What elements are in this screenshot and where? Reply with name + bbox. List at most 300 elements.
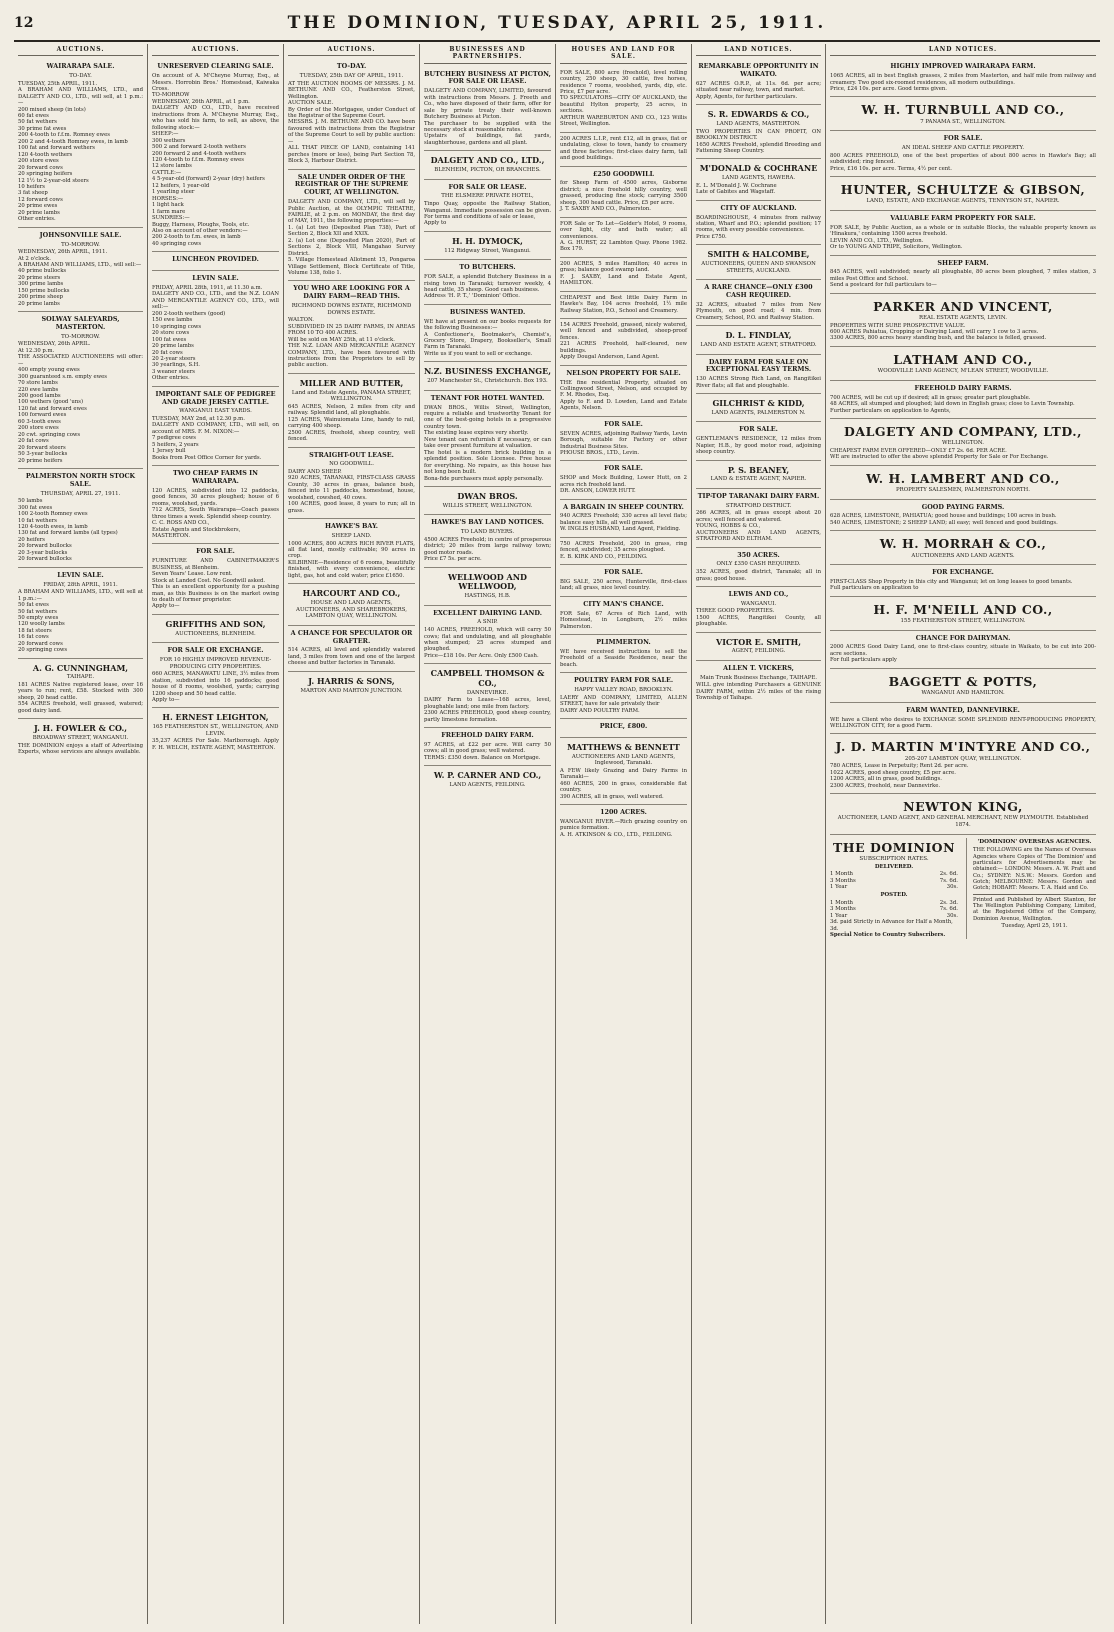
advertisement	[830, 419, 1096, 466]
ad-text-line: 120 woolly lambs	[18, 621, 65, 628]
ad-text-line: Apply Dougal Anderson, Land Agent.	[560, 354, 660, 361]
ad-text-line: 20 2-year steers	[152, 355, 196, 362]
rate-price: 30s.	[946, 912, 958, 919]
ad-text-line: A FEW likely Grazing and Dairy Farms in Taranaki—	[560, 767, 687, 781]
ad-subheading: MARTON AND MARTON JUNCTION.	[300, 687, 403, 694]
advertisement	[830, 500, 1096, 532]
ad-text-line: 150 prime bullocks	[18, 287, 70, 294]
ad-text-line: 1022 ACRES, good sheep country, £5 per acre.	[830, 769, 956, 776]
ad-text-line: TWO PROPERTIES IN CAN PROFIT, ON BROOKLYN DISTRICT.	[696, 128, 821, 142]
ad-text-line: 20 prime lambs	[18, 209, 60, 216]
advertisement	[288, 448, 415, 520]
ad-text-line: 20 springing heifers	[18, 171, 73, 178]
ad-text-line: 10 fat wethers	[18, 517, 57, 524]
ad-subheading: 165 FEATHERSTON ST., WELLINGTON, AND LEVIN.	[152, 724, 279, 737]
ad-text-line: 20 forward bullocks	[18, 543, 72, 550]
ad-text-line: 554 ACRES freehold, well grassed, watered; good dairy land.	[18, 701, 143, 714]
ad-text-line: 154 ACRES Freehold, grassed, nicely watered, well fenced and subdivided, sheep-proof fences.	[560, 322, 687, 341]
ad-text-line: 12 heifers, 1 year-old	[152, 182, 210, 189]
advertisement	[830, 794, 1096, 834]
ad-text-line: Other entries.	[18, 216, 56, 223]
ad-heading: TO BUTCHERS.	[459, 263, 516, 272]
ad-text-line: 300 fat ewes	[18, 504, 53, 511]
ad-text-line: Full particulars on application to	[830, 585, 919, 592]
advertisement	[152, 708, 279, 755]
ad-text-line: TUESDAY, 25th APRIL, 1911.	[18, 80, 98, 87]
ad-text-line: THREE GOOD PROPERTIES.	[696, 608, 775, 615]
ad-heading: YOU WHO ARE LOOKING FOR A DAIRY FARM—READ THIS.	[293, 284, 410, 301]
advertisement	[696, 59, 821, 105]
ad-text-line: E. L. M'Donald J. W. Cochrane	[696, 182, 777, 189]
ad-text-line: 540 ACRES, LIMESTONE; 2 SHEEP LAND; all easy; well fenced and good buildings.	[830, 519, 1058, 526]
ad-subheading: LAND, ESTATE, AND EXCHANGE AGENTS, TENNYSON ST., NAPIER.	[866, 198, 1060, 205]
advertisement	[560, 500, 687, 538]
advertiser-name: PARKER AND VINCENT,	[873, 298, 1053, 314]
advertisement	[424, 180, 551, 232]
ad-text-line: MASTERTON.	[152, 532, 191, 539]
ad-text-line: 200 store ewes	[18, 158, 59, 165]
ad-heading: A RARE CHANCE—ONLY £300 CASH REQUIRED.	[704, 283, 813, 300]
advertisement	[560, 635, 687, 673]
ad-text-line: THE fine residential Property, situated on Collingwood Street, Nelson, and occupied by F. M. Rhodes, Esq.	[560, 379, 687, 399]
ad-heading: FOR SALE OR EXCHANGE.	[167, 646, 264, 655]
ad-text-line: DAIRY AND POULTRY FARM.	[560, 707, 640, 714]
ad-text-line: 266 ACRES, all in grass except about 20 acres; well fenced and watered.	[696, 510, 821, 523]
advertisement	[152, 271, 279, 387]
advertiser-name: N.Z. BUSINESS EXCHANGE,	[424, 366, 552, 377]
ad-text-line: AT THE AUCTION ROOMS OF MESSRS. J. M. BETHUNE AND CO., Featherston Street, Wellington.	[288, 80, 415, 100]
ad-text-line: 140 ACRES, FREEHOLD, which will carry 50 cows; flat and undulating, and all ploughable when stumped; 25 acres stumped and ploughed.	[424, 627, 551, 653]
advertisement	[696, 245, 821, 280]
ad-text-line: 40 prime bullocks	[18, 268, 67, 275]
ad-text-line: 120 4-tooth ewes, in lamb	[18, 524, 88, 531]
rate-period: 3 Months	[830, 877, 856, 884]
ad-text-line: 4 5-year-old (forward) 2-year (dry) heifers	[152, 176, 265, 183]
advertisement	[696, 548, 821, 587]
ad-text-line: Price—£18 10s. Per Acre. Only £500 Cash.	[424, 652, 539, 659]
ad-text-line: A BRAHAM AND WILLIAMS, LTD., will sell at 1 p.m.:—	[18, 589, 143, 602]
advertisement	[152, 544, 279, 614]
ad-text-line: 460 ACRES, 200 in grass, considerable flat country.	[560, 780, 687, 794]
advertiser-name: W. H. TURNBULL AND CO.,	[861, 102, 1065, 118]
ad-text-line: DALGETY AND COMPANY, LTD., will sell by Public Auction, at the OLYMPIC THEATRE, FAIRLIE, at 2 p.m. on MONDAY, the first day of MAY, 1911, the following properties:—	[288, 199, 415, 225]
advertisement	[560, 738, 687, 805]
advertiser-name: GRIFFITHS AND SON,	[165, 618, 266, 629]
ad-subheading: SHEEP LAND.	[331, 532, 372, 539]
advertisement	[18, 659, 143, 720]
ad-text-line: BOARDINGHOUSE, 4 minutes from railway station, Wharf and P.O.; splendid position; 17 rooms, with every possible convenience.	[696, 214, 821, 234]
ad-heading: FOR SALE.	[943, 134, 983, 143]
ad-subheading: WANGANUI AND HAMILTON.	[921, 690, 1005, 697]
ad-text-line: At 12.30 p.m.	[18, 347, 55, 354]
column-1	[14, 44, 148, 1624]
ad-text-line: FOR Sale or To Let—Golder's Hotel, 9 rooms, over light, city and bath water; all conveniences.	[560, 220, 687, 240]
advertisement	[560, 133, 687, 167]
imprint-date: Tuesday, April 25, 1911.	[1001, 923, 1068, 930]
rates-footnote: 3d. paid Strictly in Advance for Half a Month, 3d.	[830, 919, 953, 932]
ad-text-line: FIRST-CLASS Shop Property in this city and Wanganui; let on long leases to good tenants.	[830, 578, 1073, 585]
ad-text-line: FURNITURE AND CABINETMAKER'S BUSINESS, at Blenheim.	[152, 558, 279, 571]
ad-heading: UNRESERVED CLEARING SALE.	[157, 62, 274, 71]
ad-subheading: DANNEVIRKE.	[466, 689, 509, 696]
rate-row	[830, 913, 958, 920]
ad-text-line: SHOP and Mock Building, Lower Hutt, on 2 acres rich freehold land.	[560, 475, 687, 488]
ad-text-line: 100 fat and forward wethers	[18, 145, 95, 152]
ad-text-line: 300 prime lambs	[18, 281, 64, 288]
ad-text-line: CHEAPEST FARM EVER OFFERED—ONLY £7 2s. 6d. PER ACRE.	[830, 447, 1007, 454]
advertisement	[424, 728, 551, 766]
ad-text-line: 130 fat and forward lambs (all types)	[18, 530, 118, 537]
advertisement	[288, 374, 415, 448]
ad-heading: CHANCE FOR DAIRYMAN.	[915, 633, 1011, 642]
ad-text-line: 920 ACRES, TARANAKI, FIRST-CLASS GRASS County, 30 acres in grass, balance bush, fenced into 11 paddocks, homestead, house, woolshed, cowshed, 40 cows.	[288, 475, 415, 501]
ad-subheading: HOUSE AND LAND AGENTS, AUCTIONEERS, AND SHAREBROKERS, LAMBTON QUAY, WELLINGTON.	[296, 600, 407, 620]
advertisement	[696, 633, 821, 661]
column-header: HOUSES AND LAND FOR SALE.	[560, 44, 687, 64]
ad-text-line: A BRAHAM AND WILLIAMS, LTD., and DALGETY AND CO., LTD., will sell, at 1 p.m.:—	[18, 87, 143, 107]
ad-text-line: YOUNG, HOBBS & CO.,	[696, 523, 761, 530]
column-5	[556, 44, 692, 1624]
ad-text-line: 20 springing cows	[18, 647, 68, 654]
advertisement	[830, 597, 1096, 631]
advertisement	[424, 606, 551, 665]
rate-period: 1 Year	[830, 884, 848, 891]
ad-text-line: 50 3-year bullocks	[18, 451, 68, 458]
advertiser-name: WELLWOOD AND WELLWOOD,	[448, 571, 527, 592]
ad-text-line: 514 ACRES, all level and splendidly watered land, 3 miles from town and one of the largest cheese and butter factories in Taranaki.	[288, 647, 415, 667]
ad-text-line: WEDNESDAY, 26th APRIL, 1911.	[18, 249, 108, 256]
ad-text-line: CHEAPEST and Best little Dairy Farm in Hawke's Bay, 104 acres freehold, 1½ mile Railway Station, P.O., School and Creamery.	[560, 294, 687, 314]
ad-text-line: 940 ACRES Freehold; 330 acres all level flats; balance easy hills, all well grassed.	[560, 513, 687, 526]
advertisement	[696, 201, 821, 246]
ad-text-line: 100 forward ewes	[18, 412, 67, 419]
ad-subheading: RICHMOND DOWNS ESTATE, RICHMOND DOWNS ESTATE.	[291, 303, 412, 316]
ad-text-line: CATTLE:—	[152, 169, 182, 176]
advertisement	[560, 366, 687, 417]
ad-heading: LEVIN SALE.	[192, 274, 239, 283]
advertisement	[424, 362, 551, 390]
advertiser-name: S. R. EDWARDS & CO.,	[707, 109, 810, 120]
ad-text-line: 18 fat steers	[18, 627, 52, 634]
advertiser-name: D. L. FINDLAY,	[725, 330, 792, 341]
ad-heading: LEVIN SALE.	[57, 570, 104, 579]
advertisement	[424, 391, 551, 487]
ad-subheading: WANGANUI.	[740, 600, 777, 607]
ad-subheading: 155 FEATHERSTON STREET, WELLINGTON.	[900, 618, 1026, 625]
ad-text-line: 390 ACRES, all in grass, well watered.	[560, 793, 664, 800]
ad-subheading: TAIHAPE.	[66, 674, 95, 681]
ad-subheading: 112 Ridgway Street, Wanganui.	[444, 247, 531, 254]
ad-text-line: 35,237 ACRES For Sale. Marlborough. Apply F. H. WELCH, ESTATE AGENT, MASTERTON.	[152, 738, 279, 751]
ad-text-line: SEVEN ACRES, adjoining Railway Yards, Levin Borough, suitable for Factory or other Industrial Business Sites.	[560, 430, 687, 450]
ad-text-line: 5 heifers, 2 years	[152, 441, 199, 448]
ad-text-line: 700 ACRES, will be cut up if desired; all in grass; greater part ploughable.	[830, 394, 1031, 401]
ad-text-line: Other entries.	[152, 375, 190, 382]
ad-heading: POULTRY FARM FOR SALE.	[573, 676, 674, 685]
ad-text-line: SUBDIVIDED IN 25 DAIRY FARMS, IN AREAS FROM 10 TO 400 ACRES.	[288, 323, 415, 337]
advertisement	[830, 177, 1096, 211]
ad-text-line: AUCTION SALE.	[288, 100, 334, 107]
rate-row	[830, 906, 958, 913]
ad-text-line: 712 ACRES, South Wairarapa—Coach passes three times a week. Splendid sheep country.	[152, 507, 279, 520]
rate-price: 2s. 3d.	[939, 899, 958, 906]
ad-text-line: Will be sold on MAY 25th, at 11 o'clock.	[288, 336, 395, 343]
ad-heading: £250 GOODWILL	[592, 169, 655, 178]
ad-text-line: FOR SALE, by Public Auction, as a whole or in suitable Blocks, the valuable property known as 'Hinakura,' containing 1500 acres freehold.	[830, 224, 1096, 238]
advertisement	[18, 312, 143, 469]
ad-text-line: 1500 ACRES, Rangitikei County, all ploughable.	[696, 614, 821, 628]
ad-text-line: 20 heifers	[18, 536, 46, 543]
ad-text-line: 660 ACRES, MANAWATU LINE, 3½ miles from station, subdivided into 16 paddocks; good house of 8 rooms, woolshed, yards; carrying 1200 sheep and 50 head cattle.	[152, 671, 279, 697]
advertiser-name: HARCOURT AND CO.,	[302, 588, 401, 599]
ad-text-line: The existing lease expires very shortly.	[424, 430, 529, 437]
ad-text-line: 780 ACRES, Lease in Perpetuity; Rent 2d. per acre.	[830, 763, 969, 770]
column-header: LAND NOTICES.	[830, 44, 1096, 56]
ad-text-line: PHOUSE BROS., LTD., Levin.	[560, 450, 640, 456]
ad-subheading: TO-MORROW.	[61, 241, 100, 248]
advertiser-name: BAGGETT & POTTS,	[888, 673, 1038, 689]
advertisement	[560, 673, 687, 719]
ad-text-line: 2. (a) Lot one (Deposited Plan 2020), Part of Sections 2, Block VIII, Mangahao Survey District.	[288, 237, 415, 257]
ad-text-line: Estate Agents and Stockbrokers,	[152, 526, 241, 533]
ad-heading: LEWIS AND CO.,	[728, 589, 789, 598]
advertisement	[560, 719, 687, 738]
ad-text-line: 100 ACRES, good lease, 8 years to run; all in grass.	[288, 501, 415, 514]
rate-period: 3 Months	[830, 906, 856, 913]
advertisement	[152, 643, 279, 708]
ad-text-line: New tenant can refurnish if necessary, or can take over present furniture at valuation.	[424, 436, 551, 450]
rate-row	[830, 871, 958, 878]
ad-text-line: 2000 ACRES Good Dairy Land, one to first-class country, situate in Waikato, to be cut into 200-acre sections.	[830, 644, 1096, 657]
ad-text-line: 1000 ACRES, 800 ACRES RICH RIVER FLATS, all flat land, mostly cultivable; 90 acres in crop.	[288, 540, 415, 560]
ad-text-line: WE have at present on our books requests for the following Businesses:—	[424, 318, 551, 332]
column-header: AUCTIONS.	[18, 44, 143, 56]
ad-subheading: BLENHEIM, PICTON, OR BRANCHES.	[434, 167, 541, 174]
ad-text-line: C. C. ROSS AND CO.,	[152, 520, 210, 527]
ad-text-line: Buggy, Harness, Ploughs, Tools, etc.	[152, 221, 250, 228]
agencies-text: THE FOLLOWING are the Names of Overseas Agencies where Copies of 'The Dominion' and particulars for Advertisements may be obtained:— LONDON: Messrs. A. W. Pratt and Co.; SYDNEY: N.S.W.: Messrs. Gordon and Gotch; MELBOURNE: Messrs. Gordon and Gotch; HOBART: Messrs. T. A. Haid and Co.	[973, 847, 1096, 892]
ad-heading: WAIRARAPA SALE.	[46, 62, 115, 71]
ad-text-line: FOR SALE, 800 acre (freehold), level rolling country, 250 sheep, 30 cattle, five horses, residence 7 rooms, woolshed, yards, dip, etc. Price, £7 per acre.	[560, 69, 687, 95]
ad-text-line: 32 ACRES, situated 7 miles from New Plymouth, on good road; 4 min. from Creamery, School, P.O. and Railway Station.	[696, 301, 821, 321]
page-title: THE DOMINION, TUESDAY, APRIL 25, 1911.	[287, 13, 827, 33]
advertisement	[288, 584, 415, 626]
ad-text-line: 100 fat ewes	[152, 336, 187, 343]
ad-text-line: This is an excellent opportunity for a pushing man, as this Business is on the market owing to death of former proprietor.	[152, 584, 279, 603]
ad-text-line: 500 2 and forward 2-tooth wethers	[152, 144, 246, 151]
ad-text-line: Or to YOUNG AND TRIPE, Solicitors, Wellington.	[830, 244, 963, 251]
advertisement	[830, 565, 1096, 597]
ad-text-line: 400 empty young ewes	[18, 367, 80, 374]
ad-text-line: 20 store cows	[152, 330, 190, 337]
ad-subheading: REAL ESTATE AGENTS, LEVIN.	[919, 314, 1007, 321]
ad-heading: A CHANCE FOR SPECULATOR OR GRAFTER.	[290, 628, 413, 645]
rate-row	[830, 884, 958, 891]
advertisement	[830, 631, 1096, 669]
ad-text-line: Upstairs of buildings, fat yards, slaughterhouse, gardens and all plant.	[424, 133, 551, 146]
ad-subheading: AUCTIONEERS, QUEEN AND SWANSON STREETS, AUCKLAND.	[701, 261, 816, 274]
advertisement	[424, 515, 551, 567]
ad-text-line: GENTLEMAN'S RESIDENCE, 12 miles from Napier, H.B., by good motor road, adjoining sheep country.	[696, 436, 821, 456]
advertisement	[560, 67, 687, 133]
ad-text-line: 100 wethers (good 'uns)	[18, 399, 84, 406]
ad-text-line: 750 ACRES Freehold, 200 in grass, ring fenced, subdivided; 35 acres ploughed.	[560, 540, 687, 554]
advertiser-name: W. H. LAMBERT AND CO.,	[866, 470, 1060, 486]
advertiser-name: MILLER AND BUTTER,	[299, 377, 404, 388]
ad-text-line: for Sheep Farm of 4500 acres, Gisborne district; a nice freehold hilly country, well grassed, producing fine stock; carrying 3500 sheep, 300 head cattle. Price, £5 per acre.	[560, 180, 687, 206]
ad-text-line: 1 Jersey bull	[152, 448, 186, 455]
advertiser-name: VICTOR E. SMITH,	[715, 636, 801, 647]
ad-text-line: BIG SALE, 250 acres, Hunterville, first-class land; all grass, nice level country.	[560, 578, 687, 592]
ad-text-line: 4500 ACRES Freehold; in centre of prosperous district; 20 miles from large railway town; good motor roads.	[424, 536, 551, 556]
advertisement	[424, 260, 551, 305]
column-container	[14, 44, 1100, 1624]
ad-text-line: Apply to	[424, 220, 447, 227]
ad-text-line: 60 fat ewes	[18, 112, 49, 119]
advertisement	[830, 347, 1096, 381]
ad-text-line: A. G. HURST, 22 Lambton Quay. Phone 1982. Box 179.	[560, 239, 687, 253]
ad-text-line: 70 store lambs	[18, 380, 58, 387]
ad-text-line: WILL give intending Purchasers a GENUINE DAIRY FARM, within 2½ miles of the rising Township of Taihape.	[696, 682, 821, 702]
advertisement	[830, 531, 1096, 565]
ad-heading: VALUABLE FARM PROPERTY FOR SALE.	[890, 213, 1036, 222]
advertisement	[830, 131, 1096, 177]
ad-heading: SHEEP FARM.	[937, 258, 989, 267]
ad-text-line: 200 good lambs	[18, 393, 61, 400]
ad-subheading: LAND AGENTS, MASTERTON.	[716, 121, 801, 128]
ad-text-line: Further particulars on application to Agents,	[830, 407, 951, 414]
ad-text-line: 1 yearling steer	[152, 189, 195, 196]
ad-text-line: ALL THAT PIECE OF LAND, containing 141 perches (more or less), being Part Section 78, Block 3, Harbour District.	[288, 145, 415, 165]
advertiser-name: HUNTER, SCHULTZE & GIBSON,	[840, 182, 1086, 198]
advertisement	[424, 766, 551, 793]
ad-text-line: WALTON.	[288, 317, 314, 324]
ad-subheading: ONLY £350 CASH REQUIRED.	[716, 561, 801, 568]
ad-text-line: 200 ACRES L.I.P., rent £12, all in grass, flat or undulating, close to town, handy to creamery and three factories; first-class dairy farm, tall and good buildings.	[560, 135, 687, 162]
ad-heading: STRAIGHT-OUT LEASE.	[309, 450, 394, 459]
ad-text-line: 20 forward cows	[18, 640, 63, 647]
ad-heading: PRICE, £800.	[599, 721, 648, 730]
advertisement	[696, 394, 821, 422]
advertisement	[830, 734, 1096, 794]
ad-subheading: AUCTIONEERS, BLENHEIM.	[175, 630, 256, 637]
column-header: BUSINESSES AND PARTNERSHIPS.	[424, 44, 551, 64]
ad-text-line: 7 pedigree cows	[152, 435, 196, 442]
ad-text-line: 48 ACRES, all stumped and ploughed; laid down in English grass; close to Levin Township.	[830, 401, 1075, 408]
advertisement	[152, 387, 279, 466]
page-number: 12	[14, 15, 34, 31]
ad-text-line: E. B. KIRK AND CO., FEILDING.	[560, 553, 648, 560]
ad-text-line: KILBIRNIE—Residence of 6 rooms, beautifully finished, with every convenience, electric light, gas, hot and cold water; price £1650.	[288, 559, 415, 579]
advertiser-name: H. F. M'NEILL AND CO.,	[873, 601, 1053, 617]
ad-text-line: 2300 ACRES, freehold, near Dannevirke.	[830, 782, 941, 789]
advertisement	[424, 151, 551, 179]
ad-text-line: HORSES:—	[152, 195, 184, 202]
advertiser-name: LATHAM AND CO.,	[893, 351, 1033, 367]
ad-text-line: 20 cwt. springing cows	[18, 431, 81, 438]
ad-text-line: 50 fat wethers	[18, 119, 57, 126]
ad-subheading: Main Trunk Business Exchange, TAIHAPE.	[700, 674, 817, 681]
rate-period: 1 Month	[830, 899, 854, 906]
ad-text-line: Address 'H. P. T.,' 'Dominion' Office.	[424, 293, 520, 300]
ad-text-line: J. T. SAXBY AND CO., Palmerston.	[560, 206, 651, 213]
advertisement	[18, 228, 143, 312]
ad-heading: JOHNSONVILLE SALE.	[39, 230, 122, 239]
ad-heading: FOR SALE.	[604, 419, 643, 428]
advertisement	[18, 568, 143, 659]
advertisement	[830, 466, 1096, 500]
ad-text-line: FOR Sale, 67 Acres of Rich Land, with Homestead, in Longburn, 2½ miles Palmerston.	[560, 610, 687, 630]
advertisement	[288, 59, 415, 169]
ad-text-line: Send a postcard for full particulars to—	[830, 282, 937, 289]
advertisement	[560, 417, 687, 462]
ad-text-line: TERMS: £350 down. Balance on Mortgage.	[424, 754, 541, 761]
ad-text-line: 3 weaner steers	[152, 368, 196, 375]
advertisement	[560, 597, 687, 635]
ad-text-line: DALGETY AND COMPANY, LIMITED, favoured with instructions from Messrs. J. Freeth and Co., who have disposed of their farm, offer for sale by private treaty their well-known Butchery Business at Picton.	[424, 88, 551, 121]
rate-row	[830, 900, 958, 907]
advertiser-name: SMITH & HALCOMBE,	[707, 249, 810, 260]
ad-heading: GOOD PAYING FARMS.	[921, 502, 1005, 511]
advertisement	[560, 258, 687, 292]
ad-text-line: DALGETY AND CO., LTD., and the N.Z. LOAN AND MERCANTILE AGENCY CO., LTD., will sell:—	[152, 291, 279, 311]
ad-text-line: ARTHUR WAREBURTON AND CO., 123 Willis Street, Wellington.	[560, 114, 687, 128]
rate-price: 2s. 6d.	[939, 871, 958, 878]
advertisement	[152, 252, 279, 271]
advertiser-name: H. H. DYMOCK,	[452, 235, 523, 246]
ad-text-line: DALGETY AND COMPANY, LTD., will sell, on account of MRS. F. M. NIXON:—	[152, 422, 279, 435]
ad-text-line: DALGETY AND CO., LTD., have received instructions from A. M'Cheyne Murray, Esq., who has sold his farm, to sell, as above, the following stock:—	[152, 105, 279, 131]
ad-heading: FREEHOLD DAIRY FARMS.	[914, 383, 1012, 392]
ad-text-line: 30 yearlings, S.H.	[152, 362, 200, 369]
ad-subheading: WOODVILLE LAND AGENCY, M'LEAN STREET, WOODVILLE.	[877, 368, 1049, 375]
ad-subheading: NO GOODWILL.	[329, 461, 374, 468]
posted-label: POSTED.	[880, 891, 908, 898]
advertisement	[696, 280, 821, 326]
ad-text-line: WE are instructed to offer the above splendid Property for Sale or For Exchange.	[830, 454, 1049, 461]
advertisement	[288, 519, 415, 584]
ad-heading: 350 ACRES.	[737, 550, 780, 559]
ad-heading: FREEHOLD DAIRY FARM.	[441, 731, 534, 740]
advertisement	[830, 703, 1096, 735]
advertisement	[18, 719, 143, 759]
ad-subheading: A SNIP.	[477, 619, 498, 626]
ad-text-line: 150 ewe lambs	[152, 317, 193, 324]
ad-subheading: FOR 10 HIGHLY IMPROVED REVENUE-PRODUCING CITY PROPERTIES.	[159, 657, 272, 670]
ad-text-line: 10 springing cows	[152, 323, 202, 330]
ad-subheading: WELLINGTON.	[942, 440, 984, 447]
advertisement	[696, 326, 821, 354]
advertisement	[830, 256, 1096, 294]
advertisement	[830, 97, 1096, 131]
advertisement	[152, 615, 279, 643]
ad-text-line: A. H. ATKINSON & CO., LTD., FEILDING.	[560, 831, 673, 838]
ad-text-line: 12 store lambs	[152, 163, 192, 170]
advertisement	[560, 167, 687, 218]
ad-subheading: TO-MORROW.	[61, 333, 100, 340]
ad-text-line: WANGANUI RIVER.—Rich grazing country on pumice formation.	[560, 818, 687, 832]
ad-text-line: 130 ACRES Strong Rich Land, on Rangitikei River flats; all flat and ploughable.	[696, 376, 821, 389]
ad-heading: SOLWAY SALEYARDS, MASTERTON.	[41, 315, 120, 331]
ad-text-line: Apply to—	[152, 697, 180, 704]
ad-heading: TIP-TOP TARANAKI DAIRY FARM.	[697, 491, 820, 500]
ad-text-line: 200 forward 2 and 4-tooth wethers	[152, 150, 246, 157]
ad-text-line: 3300 ACRES, 800 acres heavy standing bush, and the balance is felled, grassed.	[830, 335, 1047, 342]
ad-text-line: Also on account of other vendors:—	[152, 228, 248, 234]
ad-subheading: LAND & ESTATE AGENT, NAPIER.	[710, 476, 807, 483]
ad-text-line: 200 store ewes	[18, 425, 59, 432]
ad-heading: BUTCHERY BUSINESS AT PICTON, FOR SALE OR LEASE.	[424, 69, 551, 86]
